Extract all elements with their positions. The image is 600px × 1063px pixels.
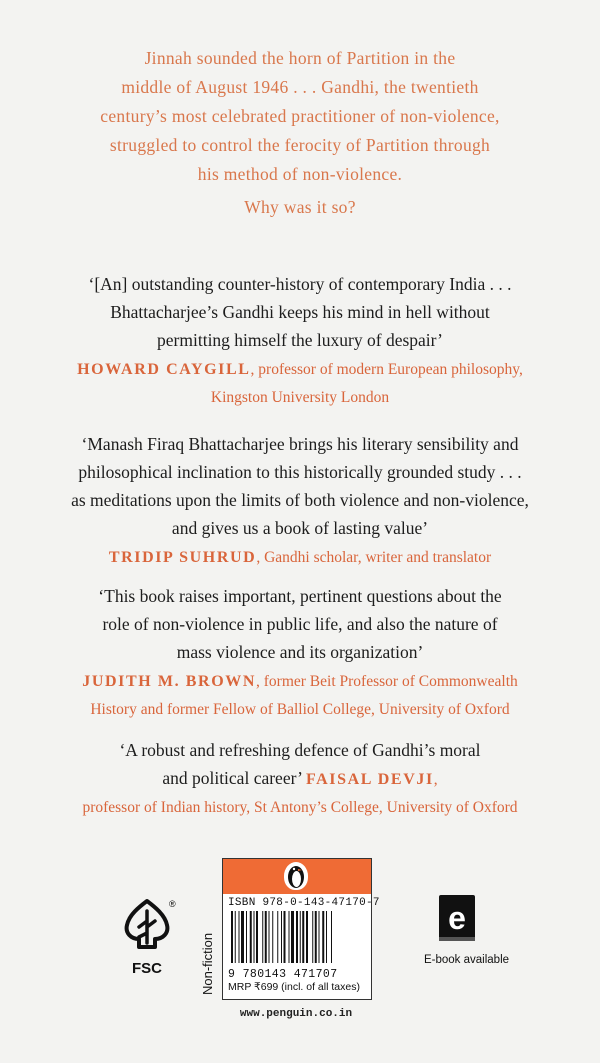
reviewer-affiliation: History and former Fellow of Balliol College, University of Oxford [90,701,510,718]
blurb-line: Jinnah sounded the horn of Partition in the [144,48,456,68]
review-caygill [20,270,580,412]
review-quote-line: Bhattacharjee’s Gandhi keeps his mind in hell without [110,302,490,322]
barcode-digits: 9 780143 471707 [228,968,338,981]
penguin-band [223,859,371,894]
reviewer-affiliation: , [433,771,438,788]
review-brown [20,582,580,724]
review-suhrud [20,430,580,572]
category-label: Non-fiction [200,932,215,995]
review-quote-line: permitting himself the luxury of despair’ [157,330,443,350]
blurb-line: struggled to control the ferocity of Partition through [109,135,491,155]
ebook-badge [424,893,510,966]
blurb-line: his method of non-violence. [197,164,403,184]
reviewer-name: JUDITH M. BROWN [82,673,257,690]
price-text: MRP ₹699 (incl. of all taxes) [228,981,360,993]
reviewer-name: TRIDIP SUHRUD [108,549,257,566]
review-devji [20,736,580,822]
ebook-letter: e [448,900,466,936]
reviewer-affiliation: , former Beit Professor of Commonwealth [256,673,518,690]
review-quote-line: role of non-violence in public life, and also the nature of [102,614,498,634]
fsc-tree-icon [117,897,177,955]
reviewer-affiliation: , professor of modern European philosophy, [250,361,523,378]
review-quote-line: and political career’ [162,768,302,788]
publisher-url: www.penguin.co.in [239,1008,353,1020]
blurb-question: Why was it so? [244,197,356,217]
review-quote-line: ‘Manash Firaq Bhattacharjee brings his literary sensibility and [81,434,519,454]
back-cover-blurb [0,44,600,222]
review-quote-line: mass violence and its organization’ [176,642,424,662]
penguin-logo-icon [284,862,308,890]
blurb-line: middle of August 1946 . . . Gandhi, the twentieth [121,77,479,97]
blurb-line: century’s most celebrated practitioner of non-violence, [100,106,500,126]
reviewer-affiliation: professor of Indian history, St Antony’s College, University of Oxford [82,799,518,816]
fsc-label: FSC [132,960,162,977]
reviewer-name: FAISAL DEVJI [305,771,434,788]
review-quote-line: as meditations upon the limits of both violence and non-violence, [71,490,529,510]
barcode-panel [222,858,380,1000]
review-quote-line: philosophical inclination to this historically grounded study . . . [78,462,522,482]
reviewer-affiliation: , Gandhi scholar, writer and translator [256,549,492,566]
barcode-icon [229,911,365,963]
ebook-label: E-book available [424,954,510,966]
review-quote-line: ‘[An] outstanding counter-history of contemporary India . . . [88,274,512,294]
fsc-logo [112,897,182,977]
reviewer-affiliation: Kingston University London [210,389,390,406]
registered-mark: ® [169,899,176,909]
isbn-text: ISBN 978-0-143-47170-7 [228,897,380,909]
review-quote-line: ‘This book raises important, pertinent questions about the [98,586,502,606]
review-quote-line: and gives us a book of lasting value’ [171,518,429,538]
review-quote-line: ‘A robust and refreshing defence of Gandhi’s moral [119,740,481,760]
ebook-icon [435,893,479,945]
reviewer-name: HOWARD CAYGILL [77,361,251,378]
